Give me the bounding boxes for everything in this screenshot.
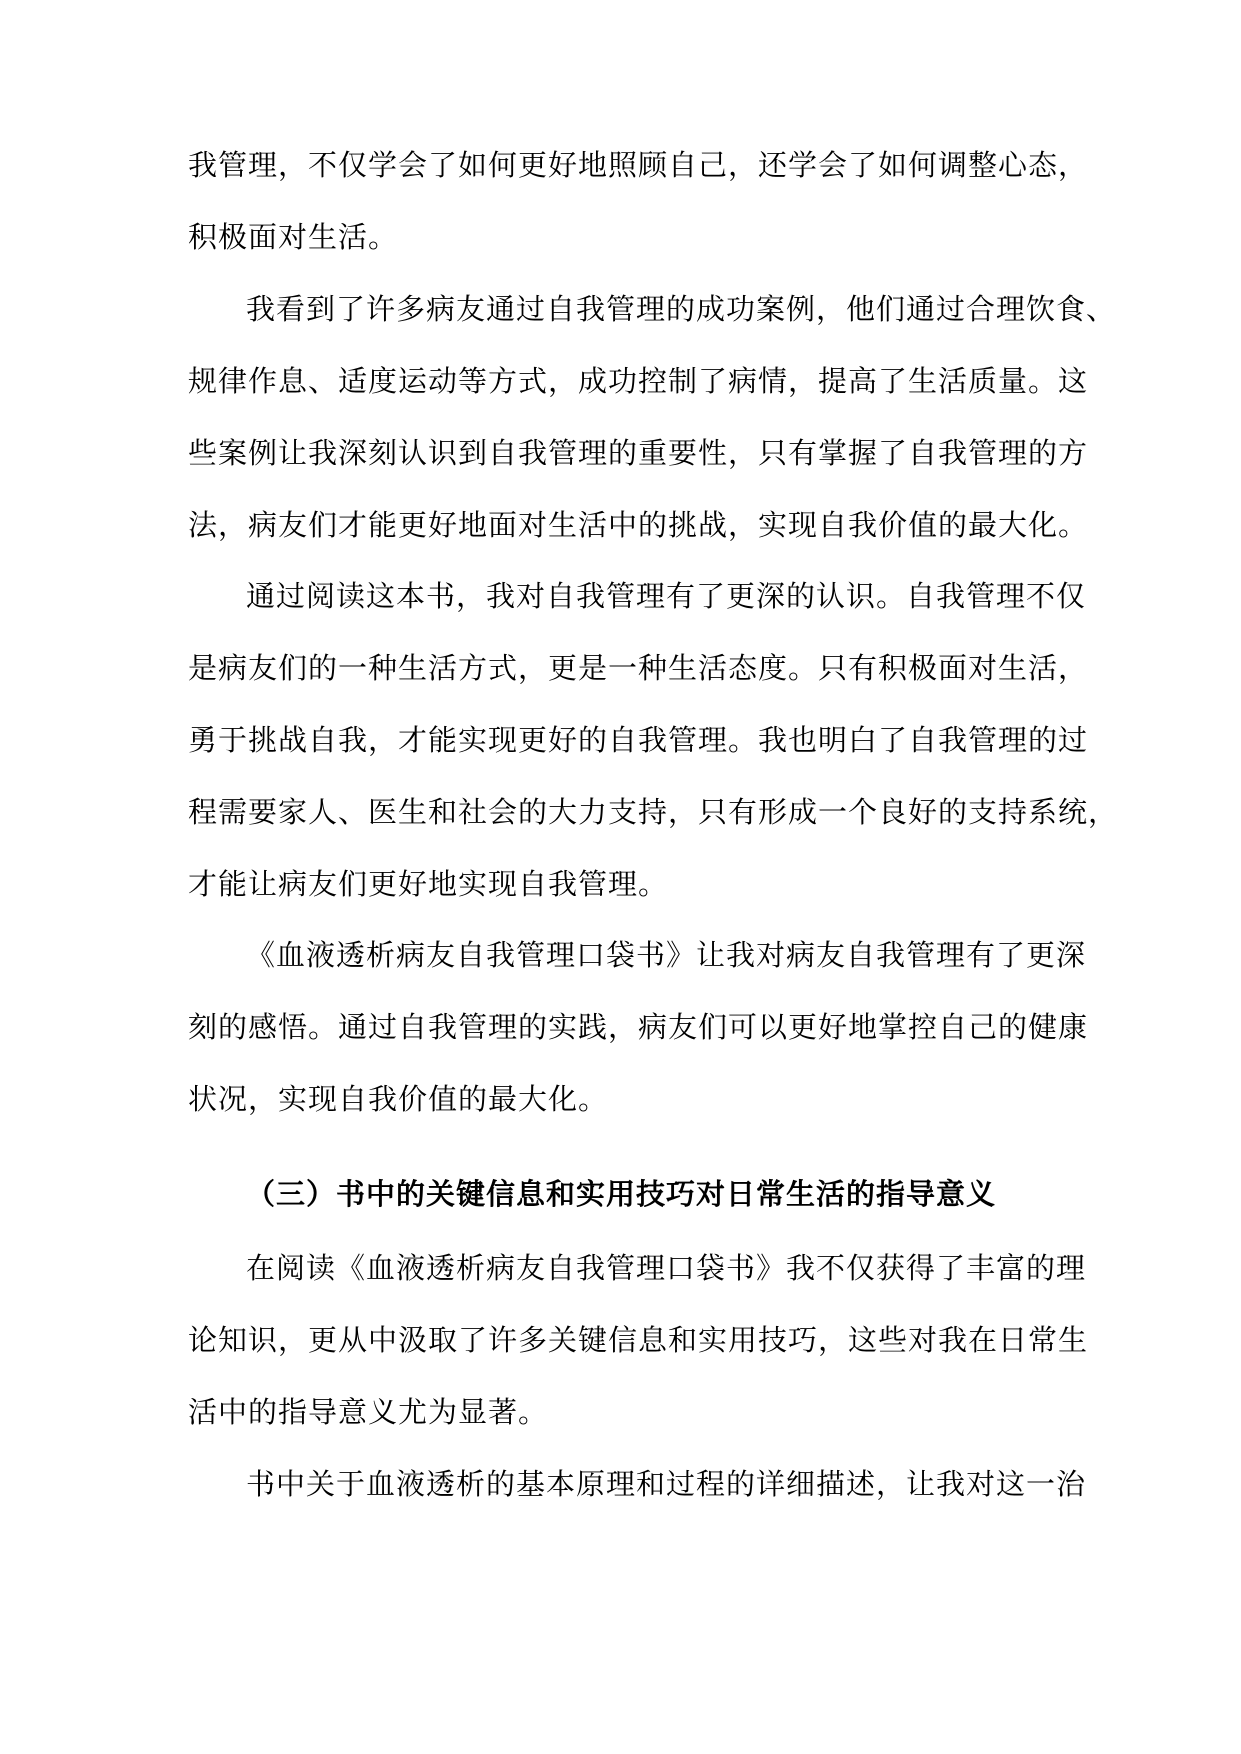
paragraph-5-line-1: 在阅读《血液透析病友自我管理口袋书》我不仅获得了丰富的理 xyxy=(246,1251,1087,1285)
paragraph-1-line-2: 积极面对生活。 xyxy=(188,220,399,254)
paragraph-2-line-2: 规律作息、适度运动等方式，成功控制了病情，提高了生活质量。这 xyxy=(188,364,1089,398)
paragraph-4-line-3: 状况，实现自我价值的最大化。 xyxy=(188,1082,609,1116)
paragraph-3-line-1: 通过阅读这本书，我对自我管理有了更深的认识。自我管理不仅 xyxy=(246,579,1087,613)
paragraph-3-line-4: 程需要家人、医生和社会的大力支持，只有形成一个良好的支持系统， xyxy=(188,795,1119,829)
paragraph-2-line-4: 法，病友们才能更好地面对生活中的挑战，实现自我价值的最大化。 xyxy=(188,508,1089,542)
paragraph-3-line-5: 才能让病友们更好地实现自我管理。 xyxy=(188,867,669,901)
paragraph-2-line-1: 我看到了许多病友通过自我管理的成功案例，他们通过合理饮食、 xyxy=(246,292,1117,326)
paragraph-4-line-2: 刻的感悟。通过自我管理的实践，病友们可以更好地掌控自己的健康 xyxy=(188,1010,1089,1044)
paragraph-5-line-2: 论知识，更从中汲取了许多关键信息和实用技巧，这些对我在日常生 xyxy=(188,1323,1089,1357)
paragraph-2-line-3: 些案例让我深刻认识到自我管理的重要性，只有掌握了自我管理的方 xyxy=(188,436,1089,470)
paragraph-6-line-1: 书中关于血液透析的基本原理和过程的详细描述，让我对这一治 xyxy=(246,1467,1087,1501)
paragraph-3-line-2: 是病友们的一种生活方式，更是一种生活态度。只有积极面对生活， xyxy=(188,651,1089,685)
section-heading: （三）书中的关键信息和实用技巧对日常生活的指导意义 xyxy=(246,1177,997,1211)
paragraph-5-line-3: 活中的指导意义尤为显著。 xyxy=(188,1395,549,1429)
paragraph-3-line-3: 勇于挑战自我，才能实现更好的自我管理。我也明白了自我管理的过 xyxy=(188,723,1089,757)
paragraph-4-line-1: 《血液透析病友自我管理口袋书》让我对病友自我管理有了更深 xyxy=(246,938,1087,972)
paragraph-1-line-1: 我管理，不仅学会了如何更好地照顾自己，还学会了如何调整心态， xyxy=(188,148,1089,182)
